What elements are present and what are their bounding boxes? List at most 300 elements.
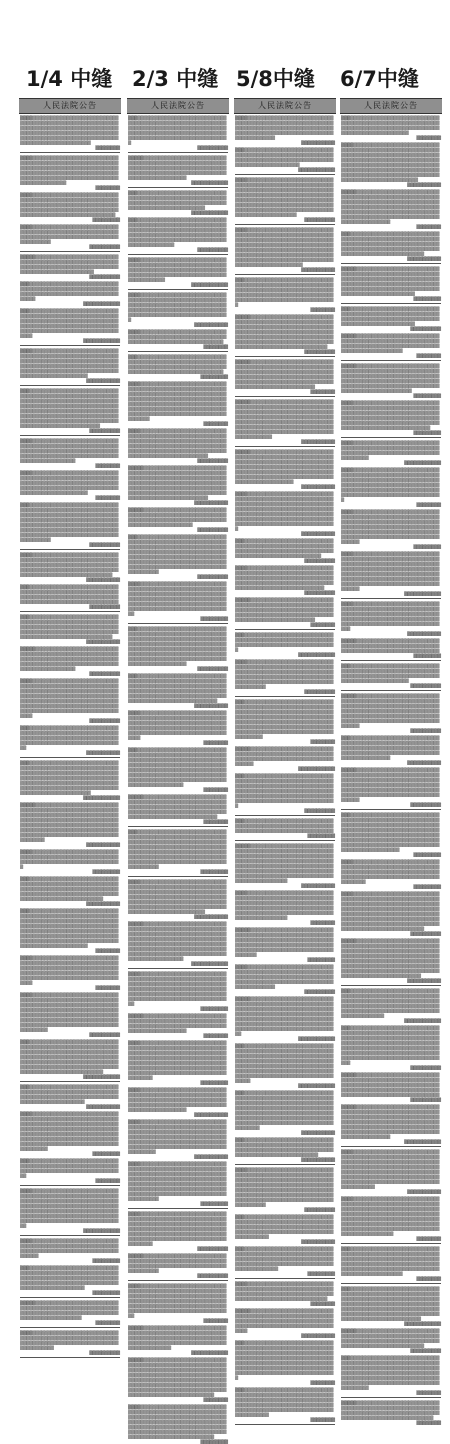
notice-party: ▒▒▒▒ [20, 1188, 33, 1193]
notice-body: ▒▒▒▒▒▒▒▒▒▒▒▒▒▒▒▒▒▒▒▒▒▒▒▒▒▒▒▒▒▒▒▒▒▒▒▒▒▒▒▒▒▒▒▒▒▒▒▒▒▒▒▒▒▒▒▒▒▒▒▒▒▒▒▒▒▒▒▒▒▒▒▒▒▒▒▒▒▒▒▒▒▒▒▒▒▒▒▒▒▒▒▒▒▒▒▒▒▒▒▒▒▒▒▒▒▒▒▒▒▒▒▒▒▒▒▒▒▒▒▒▒▒▒▒▒▒▒▒▒▒▒▒▒▒▒▒▒▒▒▒▒▒▒▒▒▒▒▒▒▒▒▒▒▒▒▒▒▒▒▒▒▒▒▒▒▒▒▒▒▒▒▒▒▒▒▒▒▒▒▒▒▒▒▒▒▒▒▒▒▒▒▒▒▒▒▒▒▒▒▒▒▒▒▒▒▒▒▒▒▒▒▒▒▒▒▒▒▒▒▒▒▒▒▒▒▒▒▒▒▒▒▒▒▒▒▒▒▒▒▒▒▒▒▒▒ [341, 938, 440, 978]
notice-divider [235, 1278, 335, 1279]
notice-court-signature: ▒▒▒▒▒▒▒▒▒ [413, 884, 441, 889]
notice-body: ▒▒▒▒▒▒▒▒▒▒▒▒▒▒▒▒▒▒▒▒▒▒▒▒▒▒▒▒▒▒▒▒▒▒▒▒▒▒▒▒▒▒▒▒▒▒▒▒▒▒▒▒▒▒▒▒▒▒▒▒▒▒▒▒▒▒▒▒▒▒▒▒▒▒▒▒▒▒▒▒▒▒▒▒▒▒▒▒▒▒▒▒▒▒▒▒▒▒▒▒▒▒▒▒▒▒▒▒▒▒▒▒▒▒▒▒▒▒▒▒▒▒▒▒▒▒▒▒▒▒▒▒▒▒▒▒▒▒▒▒▒▒▒▒▒▒▒▒▒▒▒▒▒▒▒▒▒▒▒▒▒▒▒▒▒▒▒▒▒▒▒▒▒▒▒▒▒▒▒▒▒▒▒▒▒▒▒▒▒▒▒▒▒▒▒▒▒▒▒▒▒▒▒▒▒▒▒▒▒▒▒▒▒▒▒▒▒▒▒▒▒▒ [235, 1340, 334, 1380]
notice-body: ▒▒▒▒▒▒▒▒▒▒▒▒▒▒▒▒▒▒▒▒▒▒▒▒▒▒▒▒▒▒▒▒▒▒▒▒▒▒▒▒▒▒▒▒▒▒▒▒▒▒▒▒▒▒▒▒▒▒▒▒▒▒▒▒▒▒▒▒▒▒▒▒▒▒▒▒▒▒▒▒▒▒▒▒▒▒▒▒▒▒▒▒▒▒▒▒▒▒▒▒▒▒▒▒▒▒▒▒▒▒▒▒▒▒▒▒▒▒▒▒▒▒▒▒▒▒▒▒▒▒▒▒▒▒▒▒▒▒▒▒▒▒▒▒▒▒▒▒▒▒▒▒▒▒▒▒▒▒▒▒▒▒▒▒▒▒▒▒▒▒▒▒▒▒▒▒▒▒▒▒▒▒▒▒▒▒▒▒▒▒▒▒▒▒▒▒▒ [128, 1119, 227, 1154]
notice-body: ▒▒▒▒▒▒▒▒▒▒▒▒▒▒▒▒▒▒▒▒▒▒▒▒▒▒▒▒▒▒▒▒▒▒▒▒▒▒▒▒▒▒▒▒▒▒▒▒▒▒▒▒▒▒▒▒▒▒▒▒▒▒▒▒▒▒▒▒▒▒▒▒▒▒▒▒▒▒▒▒▒▒▒▒▒▒▒▒▒▒▒▒▒▒▒▒▒▒▒▒▒▒▒▒▒▒▒▒▒▒▒▒▒▒▒ [341, 115, 440, 135]
notice-block [20, 725, 120, 755]
notice-body: ▒▒▒▒▒▒▒▒▒▒▒▒▒▒▒▒▒▒▒▒▒▒▒▒▒▒▒▒▒▒▒▒▒▒▒▒▒▒▒▒▒▒▒▒▒▒▒▒▒▒▒▒▒▒▒▒▒▒▒▒▒▒▒▒▒▒▒▒▒▒▒▒▒▒▒▒▒▒▒▒▒▒▒▒▒▒▒▒▒▒▒▒▒▒▒▒▒▒▒▒▒▒▒▒▒▒▒▒▒▒▒▒▒▒▒▒▒▒▒▒▒▒▒▒▒▒▒▒▒▒▒▒▒▒▒▒▒▒▒▒▒▒▒▒▒▒▒▒▒▒▒▒▒▒▒▒▒▒▒▒▒▒▒▒▒▒▒▒▒▒▒▒▒▒▒▒▒▒▒▒▒▒▒▒▒▒▒▒▒▒▒▒▒▒▒▒▒▒▒▒▒▒▒▒▒▒▒▒▒▒▒▒▒▒▒▒▒▒▒▒▒▒▒▒▒▒▒▒▒▒▒ [20, 502, 119, 542]
notice-block [235, 177, 335, 222]
notice-court-signature: ▒▒▒▒▒▒▒▒▒▒ [89, 274, 120, 279]
notice-body: ▒▒▒▒▒▒▒▒▒▒▒▒▒▒▒▒▒▒▒▒▒▒▒▒▒▒▒▒▒▒▒▒▒▒▒▒▒▒▒▒▒▒▒▒▒▒▒▒▒▒▒▒▒▒▒▒▒▒▒▒▒▒▒▒▒▒▒▒▒▒▒▒▒▒▒▒▒▒▒▒▒▒▒▒▒▒▒▒▒▒▒▒▒▒▒▒▒▒▒▒▒▒▒▒▒▒▒▒▒▒▒▒▒▒▒▒▒▒▒▒▒▒▒▒▒▒▒▒▒▒▒▒▒▒▒▒▒▒▒▒▒▒▒▒▒▒▒▒▒▒▒▒▒▒▒▒▒▒▒▒▒▒▒▒▒▒▒▒▒▒▒▒▒▒▒▒▒▒▒▒▒▒▒▒▒▒▒▒▒▒▒▒▒▒▒▒▒▒▒▒▒▒▒▒▒▒▒▒▒▒▒▒▒▒▒▒▒▒▒▒▒▒▒▒▒▒▒▒▒▒▒▒▒▒▒▒▒▒▒▒ [128, 626, 227, 666]
notice-block [341, 1196, 441, 1241]
notice-court-signature: ▒▒▒▒▒▒▒▒▒ [200, 1080, 228, 1085]
notice-party: ▒▒▒ [20, 584, 30, 589]
notice-party: ▒▒▒▒▒ [235, 359, 251, 364]
notice-block [128, 710, 228, 745]
notice-body: ▒▒▒▒▒▒▒▒▒▒▒▒▒▒▒▒▒▒▒▒▒▒▒▒▒▒▒▒▒▒▒▒▒▒▒▒▒▒▒▒▒▒▒▒▒▒▒▒▒▒▒▒▒▒▒▒▒▒▒▒▒▒▒▒▒▒▒▒▒▒▒▒▒▒▒▒▒▒▒▒▒▒▒▒▒▒▒▒▒▒▒▒▒▒▒▒▒▒▒▒▒▒▒▒▒▒▒▒▒▒▒▒▒▒▒▒▒▒▒▒▒▒▒▒▒▒▒▒▒▒▒▒▒▒▒▒▒▒▒▒▒ [20, 646, 119, 671]
notice-block [341, 663, 441, 688]
notice-body: ▒▒▒▒▒▒▒▒▒▒▒▒▒▒▒▒▒▒▒▒▒▒▒▒▒▒▒▒▒▒▒▒▒▒▒▒▒▒▒▒▒▒▒▒▒▒▒▒▒▒▒▒▒▒▒▒▒▒▒▒▒▒▒▒▒▒▒▒▒▒▒▒▒▒▒▒▒▒▒▒▒▒▒▒▒▒▒▒▒▒▒▒▒▒▒▒▒▒▒▒▒▒▒▒▒▒▒▒▒▒▒▒▒▒▒▒▒▒▒▒▒▒▒▒▒▒▒▒▒▒▒▒▒▒▒▒▒▒▒▒▒▒▒▒▒▒ [20, 1265, 119, 1290]
notice-block [128, 292, 228, 327]
notice-body: ▒▒▒▒▒▒▒▒▒▒▒▒▒▒▒▒▒▒▒▒▒▒▒▒▒▒▒▒▒▒▒▒▒▒▒▒▒▒▒▒▒▒▒▒▒▒▒▒▒▒▒▒▒▒▒▒▒▒▒▒▒▒▒▒▒▒▒▒▒▒▒▒▒▒▒▒▒▒▒▒▒▒▒▒▒▒▒▒▒▒▒▒▒▒▒▒▒▒▒▒▒▒▒▒▒▒▒▒▒▒▒▒▒▒▒▒▒▒▒▒▒▒▒▒▒▒▒▒▒▒▒▒▒▒▒▒▒▒▒▒▒▒▒▒▒▒▒▒▒▒▒▒▒▒▒▒▒▒▒▒▒▒▒▒▒▒▒▒▒▒▒▒▒▒▒▒▒▒▒▒▒▒▒▒▒▒▒▒▒▒▒▒▒▒▒▒▒▒▒▒▒▒▒▒▒▒▒▒▒▒▒▒▒ [128, 465, 227, 500]
notice-block [235, 1090, 335, 1135]
notice-court-signature: ▒▒▒▒▒▒▒▒▒ [413, 852, 441, 857]
notice-divider [20, 757, 120, 758]
notice-body: ▒▒▒▒▒▒▒▒▒▒▒▒▒▒▒▒▒▒▒▒▒▒▒▒▒▒▒▒▒▒▒▒▒▒▒▒▒▒▒▒▒▒▒▒▒▒▒▒▒▒▒▒▒▒▒▒▒▒▒▒▒▒▒▒▒▒▒▒▒▒▒▒▒▒▒▒▒▒▒▒▒▒▒▒▒▒▒▒▒▒▒▒▒▒▒▒▒▒▒▒▒▒▒▒▒▒▒▒▒▒▒▒▒▒▒▒▒▒▒▒▒▒▒▒▒▒▒▒▒▒▒▒▒▒▒▒▒▒▒▒▒▒▒▒▒▒▒▒▒▒▒▒▒▒▒▒▒▒▒▒▒▒▒▒▒▒▒▒▒▒▒▒▒▒▒▒▒▒▒▒▒▒▒▒▒▒▒▒▒▒▒▒▒▒▒▒▒▒▒▒▒▒▒▒▒▒▒▒▒▒▒▒▒▒▒▒▒▒▒▒▒▒▒▒▒▒▒▒▒▒ [235, 699, 334, 739]
notice-body: ▒▒▒▒▒▒▒▒▒▒▒▒▒▒▒▒▒▒▒▒▒▒▒▒▒▒▒▒▒▒▒▒▒▒▒▒▒▒▒▒▒▒▒▒▒▒▒▒▒▒▒▒▒▒▒▒▒▒▒▒▒▒▒▒▒▒▒▒▒▒▒▒▒▒▒▒▒▒▒▒▒▒▒▒▒▒▒▒▒▒▒▒▒▒▒▒▒▒▒▒▒▒▒▒▒▒▒▒▒▒▒▒▒▒▒▒▒▒▒▒▒▒▒▒▒▒▒▒▒▒▒▒▒▒▒▒▒▒▒▒▒▒▒▒▒▒▒▒▒▒▒▒▒▒▒▒▒▒▒▒▒▒▒▒▒▒▒▒▒▒▒▒▒▒▒▒▒▒▒▒▒▒▒▒▒▒▒▒▒▒▒▒▒▒▒▒▒▒▒▒▒▒▒▒▒▒▒▒▒▒▒▒▒▒▒▒▒▒▒▒▒▒▒▒▒▒▒ [128, 381, 227, 421]
notice-block [128, 829, 228, 874]
notice-divider [128, 254, 228, 255]
notice-block [341, 509, 441, 549]
notice-divider [235, 696, 335, 697]
notice-block [235, 359, 335, 394]
notice-court-signature: ▒▒▒▒▒▒▒▒▒▒▒▒ [191, 961, 228, 966]
notice-block [341, 812, 441, 857]
notice-party: ▒▒▒ [20, 908, 30, 913]
notice-court-signature: ▒▒▒▒▒▒▒▒ [203, 344, 228, 349]
notice-party: ▒▒▒▒ [20, 1330, 33, 1335]
notice-party: ▒▒▒▒ [128, 1040, 141, 1045]
notice-block [20, 1188, 120, 1233]
notice-block [341, 891, 441, 936]
notice-body: ▒▒▒▒▒▒▒▒▒▒▒▒▒▒▒▒▒▒▒▒▒▒▒▒▒▒▒▒▒▒▒▒▒▒▒▒▒▒▒▒▒▒▒▒▒▒▒▒▒▒▒▒▒▒▒▒▒▒▒▒▒▒▒▒▒▒▒▒▒▒▒▒▒▒▒▒▒▒▒▒▒▒▒▒▒▒▒▒▒▒▒▒▒▒▒▒▒▒▒▒▒▒▒▒▒▒▒▒▒▒▒▒▒▒▒▒▒▒▒▒▒▒▒▒▒▒▒▒▒▒▒▒▒▒▒▒▒▒▒▒▒▒▒▒▒▒▒▒▒▒▒▒▒▒▒▒▒▒▒▒▒▒▒▒▒▒▒▒▒▒▒ [341, 988, 440, 1018]
notice-court-signature: ▒▒▒▒▒▒▒▒▒▒▒▒ [404, 591, 441, 596]
notice-court-signature: ▒▒▒▒▒▒▒▒▒ [413, 296, 441, 301]
notice-party: ▒▒▒ [341, 1025, 351, 1030]
notice-divider [128, 289, 228, 290]
notice-court-signature: ▒▒▒▒▒▒▒▒▒▒▒ [86, 750, 120, 755]
notice-block [20, 646, 120, 676]
notice-block [20, 192, 120, 222]
notice-court-signature: ▒▒▒▒▒▒▒▒ [203, 787, 228, 792]
notice-body: ▒▒▒▒▒▒▒▒▒▒▒▒▒▒▒▒▒▒▒▒▒▒▒▒▒▒▒▒▒▒▒▒▒▒▒▒▒▒▒▒▒▒▒▒▒▒▒▒▒▒▒▒▒▒▒▒▒▒▒▒▒▒▒▒▒▒▒▒▒▒▒▒▒▒▒▒▒▒▒▒▒▒▒▒▒▒▒▒▒▒▒▒▒▒▒▒▒▒▒▒▒▒▒▒▒▒▒▒▒▒▒▒▒▒▒▒▒▒▒▒▒▒▒▒▒▒▒▒▒▒▒▒▒▒▒▒▒▒▒▒▒▒▒▒▒▒▒▒▒▒▒▒▒▒▒▒▒▒▒▒▒▒▒▒▒▒▒▒▒▒▒▒▒▒▒▒▒▒▒▒▒▒▒▒▒▒▒▒▒▒▒▒▒▒▒▒▒▒▒▒▒▒▒▒▒▒▒▒▒▒▒▒▒▒▒▒▒▒▒▒▒▒▒▒▒▒▒ [20, 802, 119, 842]
notice-party: ▒▒▒ [235, 1214, 245, 1219]
notice-block [235, 115, 335, 145]
notice-body: ▒▒▒▒▒▒▒▒▒▒▒▒▒▒▒▒▒▒▒▒▒▒▒▒▒▒▒▒▒▒▒▒▒▒▒▒▒▒▒▒▒▒▒▒▒▒▒▒▒▒▒▒▒▒▒▒▒▒▒▒▒▒▒▒▒▒▒▒▒▒▒▒▒▒▒▒▒▒▒▒▒▒▒▒▒▒▒▒▒▒▒▒▒▒▒▒▒▒▒▒▒▒▒▒▒▒▒▒▒▒▒▒▒▒▒▒▒▒▒▒▒▒▒▒▒▒▒▒▒▒▒▒▒▒▒▒▒▒▒▒▒▒▒▒▒▒▒▒▒▒▒▒▒▒▒▒▒▒▒▒▒▒▒▒▒▒▒▒▒▒▒▒▒▒▒▒▒▒▒▒▒ [235, 359, 334, 389]
notice-party: ▒▒▒ [235, 1387, 245, 1392]
notice-block [235, 699, 335, 744]
notice-body: ▒▒▒▒▒▒▒▒▒▒▒▒▒▒▒▒▒▒▒▒▒▒▒▒▒▒▒▒▒▒▒▒▒▒▒▒▒▒▒▒▒▒▒▒▒▒▒▒▒▒▒▒▒▒▒▒▒▒▒▒▒▒▒▒▒▒▒▒▒▒▒▒▒▒▒▒▒▒▒▒▒▒▒▒▒▒▒▒▒▒▒▒▒▒▒▒▒▒▒▒▒▒▒▒▒▒▒▒▒▒▒▒▒▒▒▒▒▒▒▒▒▒▒▒▒▒▒ [235, 1308, 334, 1333]
notice-block [20, 438, 120, 468]
notice-body: ▒▒▒▒▒▒▒▒▒▒▒▒▒▒▒▒▒▒▒▒▒▒▒▒▒▒▒▒▒▒▒▒▒▒▒▒▒▒▒▒▒▒▒▒▒▒▒▒▒▒▒▒▒▒▒▒▒▒▒▒▒▒▒▒▒▒▒▒▒▒▒▒▒▒▒▒▒▒▒▒▒▒▒▒▒▒▒▒▒▒▒▒▒▒▒▒▒▒▒▒▒▒▒▒▒▒▒▒▒▒▒▒▒▒▒▒▒▒ [128, 190, 227, 210]
notice-party: ▒▒▒ [341, 115, 351, 120]
notice-body: ▒▒▒▒▒▒▒▒▒▒▒▒▒▒▒▒▒▒▒▒▒▒▒▒▒▒▒▒▒▒▒▒▒▒▒▒▒▒▒▒▒▒▒▒▒▒▒▒▒▒▒▒▒▒▒▒▒▒▒▒▒▒▒▒▒▒▒▒▒▒▒▒▒▒▒▒▒▒▒▒▒▒▒▒▒▒▒▒▒▒▒▒▒▒▒▒▒▒▒▒▒▒▒▒▒▒▒▒▒▒▒▒▒▒▒▒▒▒▒▒▒▒▒▒▒▒▒▒▒▒▒▒▒▒▒▒▒▒▒▒▒▒▒▒▒▒▒▒▒▒▒▒▒▒▒▒▒▒▒▒▒▒▒▒▒▒▒▒▒▒▒▒▒▒▒▒▒▒▒▒▒▒▒▒▒▒▒▒▒▒▒▒▒▒▒▒▒▒▒▒▒▒▒▒▒▒▒▒▒▒▒▒▒▒▒▒▒ [235, 314, 334, 349]
notice-party: ▒▒▒▒ [341, 1196, 354, 1201]
notice-party: ▒▒▒▒▒ [128, 921, 144, 926]
notice-body: ▒▒▒▒▒▒▒▒▒▒▒▒▒▒▒▒▒▒▒▒▒▒▒▒▒▒▒▒▒▒▒▒▒▒▒▒▒▒▒▒▒▒▒▒▒▒▒▒▒▒▒▒▒▒▒▒▒▒▒▒▒▒▒▒▒▒▒▒▒▒▒▒▒▒▒▒▒▒▒▒▒▒▒▒▒▒▒▒▒▒▒▒▒▒▒▒▒▒▒▒▒▒▒▒▒▒▒▒▒▒▒▒▒▒▒▒▒▒▒▒▒▒▒▒▒▒▒▒▒▒▒▒▒▒▒▒▒▒▒▒▒▒▒▒▒▒▒▒▒▒▒▒▒▒▒▒▒▒▒▒▒▒▒▒▒▒▒▒▒▒▒▒▒▒▒▒▒▒▒▒▒▒▒▒▒▒▒▒▒▒▒▒▒▒▒▒▒▒▒▒▒▒▒▒▒▒▒▒▒▒▒▒▒▒▒▒▒▒▒▒▒▒▒▒▒▒▒▒▒▒▒▒▒▒▒▒▒ [341, 1196, 440, 1236]
notice-body: ▒▒▒▒▒▒▒▒▒▒▒▒▒▒▒▒▒▒▒▒▒▒▒▒▒▒▒▒▒▒▒▒▒▒▒▒▒▒▒▒▒▒▒▒▒▒▒▒▒▒▒▒▒▒▒▒▒▒▒▒▒▒▒▒▒▒▒▒▒▒▒▒▒▒▒▒▒▒▒▒▒▒▒▒▒▒▒▒▒▒▒▒▒▒▒▒▒▒▒▒▒▒▒▒▒▒▒▒▒▒▒▒▒▒▒▒▒▒▒▒▒▒▒▒▒▒▒▒▒▒▒▒▒▒▒▒▒▒▒▒▒▒▒▒▒▒▒▒▒▒▒▒▒▒▒▒▒▒▒▒▒▒▒▒▒▒▒▒▒▒▒▒▒▒▒▒▒▒▒▒▒▒▒▒▒▒▒▒▒▒▒▒▒▒▒▒▒▒▒▒▒▒▒▒▒▒▒▒▒▒▒▒▒▒▒▒▒▒▒▒▒▒▒▒▒▒▒▒▒▒▒▒▒▒▒▒▒▒▒▒▒▒▒▒▒▒▒ [20, 388, 119, 428]
notice-block [20, 1238, 120, 1263]
notice-block [128, 1357, 228, 1402]
notice-divider [20, 152, 120, 153]
notice-court-signature: ▒▒▒▒▒▒▒▒▒▒▒ [86, 1104, 120, 1109]
notice-divider [235, 815, 335, 816]
notice-party: ▒▒▒▒▒ [128, 507, 144, 512]
notice-body: ▒▒▒▒▒▒▒▒▒▒▒▒▒▒▒▒▒▒▒▒▒▒▒▒▒▒▒▒▒▒▒▒▒▒▒▒▒▒▒▒▒▒▒▒▒▒▒▒▒▒▒▒▒▒▒▒▒▒▒▒▒▒▒▒▒▒▒▒▒▒▒▒▒▒▒▒▒▒▒▒▒▒▒▒▒▒▒▒▒▒▒▒▒▒▒▒▒▒▒▒▒▒▒▒▒▒▒▒▒▒▒▒▒▒▒▒▒▒▒▒▒▒▒▒▒▒▒▒▒▒▒▒▒▒▒▒▒▒▒▒▒▒▒▒▒▒▒▒▒▒▒▒▒▒▒▒▒▒▒▒▒▒▒▒▒▒▒▒▒▒▒▒▒▒▒▒▒▒▒▒▒▒▒▒▒▒▒▒▒▒▒▒▒▒▒▒▒▒▒▒▒▒▒▒▒▒▒▒▒▒▒▒▒▒▒▒▒▒▒▒▒▒▒▒▒▒▒▒▒▒▒▒▒▒▒▒▒▒▒▒▒▒▒▒▒▒▒ [341, 891, 440, 931]
notice-body: ▒▒▒▒▒▒▒▒▒▒▒▒▒▒▒▒▒▒▒▒▒▒▒▒▒▒▒▒▒▒▒▒▒▒▒▒▒▒▒▒▒▒▒▒▒▒▒▒▒▒▒▒▒▒▒▒▒▒▒▒▒▒▒▒▒▒▒▒▒▒▒▒▒▒▒▒▒▒▒▒▒▒▒▒▒▒▒▒▒▒▒ [128, 329, 227, 344]
notice-block [20, 802, 120, 847]
notice-body: ▒▒▒▒▒▒▒▒▒▒▒▒▒▒▒▒▒▒▒▒▒▒▒▒▒▒▒▒▒▒▒▒▒▒▒▒▒▒▒▒▒▒▒▒▒▒▒▒▒▒▒▒▒▒▒▒▒▒▒▒▒▒▒▒▒▒▒▒▒▒▒▒▒▒▒▒▒▒▒▒▒▒▒▒▒▒▒▒▒▒▒▒▒▒▒▒▒▒ [20, 1238, 119, 1258]
notice-court-signature: ▒▒▒▒▒▒▒▒▒▒▒ [301, 1130, 335, 1135]
notice-block [20, 849, 120, 874]
notice-body: ▒▒▒▒▒▒▒▒▒▒▒▒▒▒▒▒▒▒▒▒▒▒▒▒▒▒▒▒▒▒▒▒▒▒▒▒▒▒▒▒▒▒▒▒▒▒▒▒▒▒▒▒▒▒▒▒▒▒▒▒▒▒▒▒▒▒▒▒▒▒▒▒▒▒▒▒▒▒▒▒▒▒▒▒▒▒▒▒▒▒▒▒▒▒▒▒▒▒▒▒▒▒▒▒▒▒▒▒▒▒▒▒▒▒▒▒▒▒▒▒▒▒▒▒▒▒▒▒▒▒▒▒▒▒▒▒▒▒▒▒▒▒▒▒▒▒▒▒▒▒▒▒▒▒▒▒▒▒▒▒▒▒▒▒▒▒▒▒▒▒▒▒▒▒▒▒▒▒▒▒▒▒▒▒▒▒▒▒▒▒▒▒▒▒▒▒▒▒▒▒▒▒▒▒▒▒▒▒▒▒▒▒▒ [128, 879, 227, 914]
header-1-4-gutter: 1/4 中缝 [26, 67, 113, 91]
notice-party: ▒▒▒ [341, 1355, 351, 1360]
notice-party: ▒▒▒ [235, 773, 245, 778]
notice-court-signature: ▒▒▒▒▒▒▒▒▒▒▒ [301, 1333, 335, 1338]
notice-party: ▒▒▒▒ [128, 710, 141, 715]
notice-block [235, 890, 335, 925]
notice-party: ▒▒▒▒ [20, 115, 33, 120]
notice-party: ▒▒▒ [128, 747, 138, 752]
notice-block [341, 859, 441, 889]
notice-court-signature: ▒▒▒▒▒▒▒▒▒▒▒▒ [83, 338, 120, 343]
notice-body: ▒▒▒▒▒▒▒▒▒▒▒▒▒▒▒▒▒▒▒▒▒▒▒▒▒▒▒▒▒▒▒▒▒▒▒▒▒▒▒▒▒▒▒▒▒▒▒▒▒▒▒▒▒▒▒▒▒▒▒▒▒▒▒▒▒▒▒▒▒▒▒▒▒▒▒▒▒▒▒▒▒▒▒▒▒▒▒▒▒▒▒▒▒▒▒▒▒▒▒▒▒▒▒▒▒▒▒▒▒▒▒▒▒▒▒▒▒▒▒▒▒▒▒▒▒▒▒▒▒▒▒▒▒▒▒▒▒▒▒▒▒▒▒▒▒▒▒▒▒▒▒▒▒▒▒▒▒▒▒▒▒▒▒▒▒▒▒▒▒▒▒▒▒▒▒▒▒▒▒▒▒▒▒▒▒▒▒▒▒▒▒▒▒▒▒▒▒▒▒▒▒▒▒▒▒▒▒▒▒▒▒▒▒▒▒▒▒▒▒▒▒▒▒▒▒▒▒▒▒▒▒▒▒▒▒▒ [235, 843, 334, 883]
notice-block [128, 217, 228, 252]
notice-body: ▒▒▒▒▒▒▒▒▒▒▒▒▒▒▒▒▒▒▒▒▒▒▒▒▒▒▒▒▒▒▒▒▒▒▒▒▒▒▒▒▒▒▒▒▒▒▒▒▒▒▒▒▒▒▒▒▒▒▒▒▒▒▒▒▒▒▒▒▒▒▒▒▒▒▒▒▒▒▒▒▒▒▒▒▒▒▒▒▒▒▒▒▒▒▒▒▒▒▒▒▒▒▒▒▒▒▒▒▒▒▒▒▒▒▒▒▒▒▒▒▒▒▒▒▒▒▒▒▒▒▒▒▒▒▒▒▒▒▒▒▒▒▒▒▒▒▒▒▒▒▒▒▒▒▒▒▒▒▒▒▒▒▒▒▒▒▒▒▒▒▒▒▒▒▒▒▒▒▒▒▒▒▒▒▒▒▒▒▒▒▒▒▒▒▒▒▒▒▒▒▒▒▒ [341, 189, 440, 224]
notice-party: ▒▒▒▒ [341, 142, 354, 147]
notice-party: ▒▒▒▒▒ [341, 266, 357, 271]
notice-body: ▒▒▒▒▒▒▒▒▒▒▒▒▒▒▒▒▒▒▒▒▒▒▒▒▒▒▒▒▒▒▒▒▒▒▒▒▒▒▒▒▒▒▒▒▒▒▒▒▒▒▒▒▒▒▒▒▒▒▒▒▒▒▒▒▒▒▒▒▒▒▒▒▒▒▒▒▒▒▒▒▒▒▒▒▒▒▒▒▒▒▒▒▒▒▒▒▒▒▒▒▒ [128, 1253, 227, 1273]
notice-body: ▒▒▒▒▒▒▒▒▒▒▒▒▒▒▒▒▒▒▒▒▒▒▒▒▒▒▒▒▒▒▒▒▒▒▒▒▒▒▒▒▒▒▒▒▒▒▒▒▒▒▒▒▒▒▒▒▒▒▒▒▒▒▒▒▒▒▒▒▒▒▒▒▒▒▒▒▒▒▒▒▒▒▒▒▒▒▒▒▒▒▒▒▒▒▒▒▒▒▒▒▒▒▒▒▒▒▒▒▒▒▒▒▒▒▒▒▒▒▒▒▒▒▒▒▒▒▒▒▒▒▒▒▒▒▒▒▒▒▒▒▒▒▒▒▒▒▒▒▒▒▒▒▒▒▒▒▒▒▒▒▒▒▒▒▒▒▒▒▒▒▒▒▒▒▒▒▒▒▒▒▒▒▒▒▒▒▒▒▒▒▒▒▒▒▒▒▒▒▒▒▒▒▒▒▒▒▒▒▒▒▒▒ [20, 760, 119, 795]
notice-body: ▒▒▒▒▒▒▒▒▒▒▒▒▒▒▒▒▒▒▒▒▒▒▒▒▒▒▒▒▒▒▒▒▒▒▒▒▒▒▒▒▒▒▒▒▒▒▒▒▒▒▒▒▒▒▒▒▒▒▒▒▒▒▒▒▒▒▒▒▒▒▒▒▒▒▒▒▒▒▒▒▒▒▒▒▒▒▒▒▒▒▒▒▒▒ [235, 632, 334, 652]
notice-block [20, 1330, 120, 1355]
notice-block [20, 678, 120, 723]
notice-court-signature: ▒▒▒▒▒▒▒▒▒ [413, 544, 441, 549]
notice-party: ▒▒▒▒▒ [20, 1300, 36, 1305]
notice-body: ▒▒▒▒▒▒▒▒▒▒▒▒▒▒▒▒▒▒▒▒▒▒▒▒▒▒▒▒▒▒▒▒▒▒▒▒▒▒▒▒▒▒▒▒▒▒▒▒▒▒▒▒▒▒▒▒▒▒▒▒▒▒▒▒▒▒▒▒▒▒▒▒▒▒▒▒▒▒▒▒▒▒▒▒▒▒▒▒▒▒▒▒▒▒▒▒▒▒▒▒▒▒▒▒▒▒▒▒▒▒▒▒▒▒▒▒▒▒▒▒▒▒▒▒▒▒▒▒▒▒▒▒▒▒▒▒▒▒▒▒▒▒▒▒▒▒▒▒▒▒▒▒▒▒▒▒▒▒▒▒▒▒▒▒▒▒▒▒▒▒▒▒▒▒▒▒▒▒▒▒▒▒▒▒▒▒▒▒▒▒▒▒▒▒▒▒▒▒▒▒▒▒▒▒▒▒▒▒▒▒▒▒▒▒▒▒▒▒▒▒▒▒▒▒▒▒ [235, 1043, 334, 1083]
notice-court-signature: ▒▒▒▒▒▒▒▒▒ [413, 393, 441, 398]
notice-divider [20, 1235, 120, 1236]
notice-block [235, 491, 335, 536]
notice-court-signature: ▒▒▒▒▒▒▒▒▒▒▒ [407, 631, 441, 636]
notice-body: ▒▒▒▒▒▒▒▒▒▒▒▒▒▒▒▒▒▒▒▒▒▒▒▒▒▒▒▒▒▒▒▒▒▒▒▒▒▒▒▒▒▒▒▒▒▒▒▒▒▒▒▒▒▒▒▒▒▒▒▒▒▒▒▒▒▒▒▒▒▒▒▒▒▒▒▒▒▒▒▒▒▒▒▒▒▒▒▒▒▒▒▒▒▒▒▒▒▒▒▒▒▒▒▒▒▒▒▒▒▒▒▒▒▒▒▒▒▒▒▒▒▒▒▒▒▒▒▒▒▒▒▒▒▒▒▒▒▒▒▒▒▒▒▒▒▒▒▒▒▒▒▒▒▒▒▒▒▒▒▒▒▒▒▒▒▒▒▒▒▒▒▒▒▒▒▒▒▒▒▒▒▒▒▒▒▒▒▒▒▒▒▒▒▒▒▒▒▒▒▒▒▒▒▒▒▒▒▒▒▒▒▒▒▒▒▒ [128, 1404, 227, 1439]
notice-party: ▒▒▒▒ [128, 879, 141, 884]
notice-party: ▒▒▒ [235, 538, 245, 543]
notice-court-signature: ▒▒▒▒▒▒▒▒▒ [307, 1271, 335, 1276]
notice-court-signature: ▒▒▒▒▒▒▒▒▒ [92, 217, 120, 222]
notice-party: ▒▒▒▒ [128, 1211, 141, 1216]
notice-block [235, 147, 335, 172]
notice-body: ▒▒▒▒▒▒▒▒▒▒▒▒▒▒▒▒▒▒▒▒▒▒▒▒▒▒▒▒▒▒▒▒▒▒▒▒▒▒▒▒▒▒▒▒▒▒▒▒▒▒▒▒▒▒▒▒▒▒▒▒▒▒▒▒▒▒▒▒▒▒▒▒▒▒▒▒▒▒▒▒▒▒▒▒▒▒▒▒▒▒▒▒▒▒▒▒▒▒▒▒▒▒▒▒▒▒▒▒▒▒▒▒▒▒▒▒▒▒▒▒▒▒▒▒▒▒▒▒▒▒▒▒▒▒▒▒▒▒▒▒▒▒▒▒▒▒ [20, 470, 119, 495]
notice-block [20, 552, 120, 582]
notice-body: ▒▒▒▒▒▒▒▒▒▒▒▒▒▒▒▒▒▒▒▒▒▒▒▒▒▒▒▒▒▒▒▒▒▒▒▒▒▒▒▒▒▒▒▒▒▒▒▒▒▒▒▒▒▒▒▒▒▒▒▒▒▒▒▒▒▒▒▒▒▒▒▒▒▒▒▒▒▒▒▒▒▒▒▒▒▒▒▒▒▒▒▒▒▒▒▒▒▒▒▒▒▒▒▒▒▒▒▒▒▒▒▒▒▒▒▒▒▒▒▒▒▒▒▒▒▒▒▒▒▒▒▒▒▒▒▒ [235, 1214, 334, 1239]
notice-party: ▒▒▒▒ [20, 849, 33, 854]
notice-party: ▒▒▒ [341, 231, 351, 236]
notice-party: ▒▒▒▒▒ [235, 843, 251, 848]
notice-body: ▒▒▒▒▒▒▒▒▒▒▒▒▒▒▒▒▒▒▒▒▒▒▒▒▒▒▒▒▒▒▒▒▒▒▒▒▒▒▒▒▒▒▒▒▒▒▒▒▒▒▒▒▒▒▒▒▒▒▒▒▒▒▒▒▒▒▒▒▒▒▒▒▒▒▒▒▒▒▒▒▒▒▒▒▒▒▒▒▒▒▒▒▒▒▒▒▒▒▒▒▒▒▒▒▒▒▒▒▒▒▒▒▒▒▒▒▒▒▒▒▒▒▒▒▒▒▒▒▒▒▒▒▒▒▒▒▒▒▒▒▒▒▒▒▒▒▒▒▒▒▒▒▒▒▒▒▒▒▒▒▒▒▒▒▒▒▒▒▒▒▒▒▒▒▒▒▒▒ [20, 348, 119, 378]
notice-block [235, 1167, 335, 1212]
column-banner: 人民法院公告 [340, 98, 442, 114]
notice-court-signature: ▒▒▒▒▒▒▒▒▒▒ [410, 931, 441, 936]
notice-party: ▒▒▒ [20, 1039, 30, 1044]
notice-party: ▒▒▒▒▒ [235, 597, 251, 602]
notice-block [128, 257, 228, 287]
notice-body: ▒▒▒▒▒▒▒▒▒▒▒▒▒▒▒▒▒▒▒▒▒▒▒▒▒▒▒▒▒▒▒▒▒▒▒▒▒▒▒▒▒▒▒▒▒▒▒▒▒▒▒▒▒▒▒▒▒▒▒▒▒▒▒▒▒▒▒▒▒▒▒▒▒▒▒▒▒▒▒▒▒▒▒▒▒▒▒▒▒▒▒▒▒▒▒▒▒▒▒▒▒ [341, 440, 440, 460]
notice-body: ▒▒▒▒▒▒▒▒▒▒▒▒▒▒▒▒▒▒▒▒▒▒▒▒▒▒▒▒▒▒▒▒▒▒▒▒▒▒▒▒▒▒▒▒▒▒▒▒▒▒▒▒▒▒▒▒▒▒▒▒▒▒▒▒▒▒▒▒▒▒▒▒▒▒▒▒▒▒▒▒▒▒▒▒▒▒▒▒▒▒▒▒▒▒▒▒▒▒▒▒▒▒▒▒▒▒▒▒▒▒▒▒▒▒▒▒▒▒▒▒▒▒▒▒▒▒▒▒▒▒▒▒▒▒▒▒▒▒▒▒▒▒▒▒▒▒▒▒▒▒▒▒ [341, 231, 440, 256]
notice-party: ▒▒▒ [235, 699, 245, 704]
notice-party: ▒▒▒ [341, 1286, 351, 1291]
notice-text-body [234, 114, 336, 1432]
notice-block [235, 964, 335, 994]
notice-body: ▒▒▒▒▒▒▒▒▒▒▒▒▒▒▒▒▒▒▒▒▒▒▒▒▒▒▒▒▒▒▒▒▒▒▒▒▒▒▒▒▒▒▒▒▒▒▒▒▒▒▒▒▒▒▒▒▒▒▒▒▒▒▒▒▒▒▒▒▒▒▒▒▒▒▒▒▒▒▒▒▒▒▒▒▒▒▒▒▒▒▒▒▒▒▒▒▒▒▒▒▒▒▒▒▒▒▒▒▒▒▒▒▒▒▒▒▒▒▒▒▒▒▒▒▒▒▒▒▒▒▒▒▒▒▒▒▒▒▒▒▒▒▒▒▒▒▒▒▒▒▒▒▒▒▒▒▒▒▒▒▒ [20, 308, 119, 338]
notice-body: ▒▒▒▒▒▒▒▒▒▒▒▒▒▒▒▒▒▒▒▒▒▒▒▒▒▒▒▒▒▒▒▒▒▒▒▒▒▒▒▒▒▒▒▒▒▒▒▒▒▒▒▒▒▒▒▒▒▒▒▒▒▒▒▒▒▒▒▒▒▒▒▒▒▒▒▒▒▒▒▒▒▒▒▒▒▒▒▒▒▒▒▒▒ [235, 818, 334, 833]
notice-block [235, 1340, 335, 1385]
notice-party: ▒▒▒ [128, 673, 138, 678]
notice-party: ▒▒▒▒▒ [128, 1013, 144, 1018]
notice-court-signature: ▒▒▒▒▒▒▒▒ [416, 135, 441, 140]
notice-body: ▒▒▒▒▒▒▒▒▒▒▒▒▒▒▒▒▒▒▒▒▒▒▒▒▒▒▒▒▒▒▒▒▒▒▒▒▒▒▒▒▒▒▒▒▒▒▒▒▒▒▒▒▒▒▒▒▒▒▒▒▒▒▒▒▒▒▒▒▒▒▒▒▒▒▒▒▒▒▒▒▒▒▒▒▒▒▒▒▒▒▒▒▒▒▒▒▒▒▒▒▒▒▒▒▒▒▒▒▒▒▒▒▒▒▒▒▒▒▒▒▒▒▒▒▒▒▒▒▒▒▒▒▒▒▒▒▒▒▒▒▒▒▒▒▒▒▒▒▒▒▒▒▒▒▒▒▒▒▒▒▒▒▒▒▒▒▒▒▒▒▒▒▒▒▒▒▒▒▒▒▒▒▒▒▒▒▒▒▒▒ [128, 971, 227, 1006]
notice-court-signature: ▒▒▒▒▒▒▒▒▒▒▒ [301, 439, 335, 444]
notice-block [20, 502, 120, 547]
notice-block [341, 988, 441, 1023]
notice-party: ▒▒▒ [128, 115, 138, 120]
notice-block [128, 1161, 228, 1206]
notice-block [20, 760, 120, 800]
notice-party: ▒▒▒▒ [128, 1283, 141, 1288]
notice-court-signature: ▒▒▒▒▒▒▒▒▒▒ [410, 683, 441, 688]
notice-court-signature: ▒▒▒▒▒▒▒▒▒▒▒ [301, 267, 335, 272]
notice-party: ▒▒▒▒ [341, 551, 354, 556]
notice-court-signature: ▒▒▒▒▒▒▒▒▒▒ [304, 349, 335, 354]
notice-court-signature: ▒▒▒▒▒▒▒▒ [203, 1033, 228, 1038]
notice-court-signature: ▒▒▒▒▒▒▒▒▒ [307, 957, 335, 962]
notice-divider [341, 1146, 441, 1147]
notice-party: ▒▒▒▒ [128, 971, 141, 976]
notice-block [128, 1087, 228, 1117]
notice-block [341, 1286, 441, 1326]
notice-block [128, 190, 228, 215]
notice-body: ▒▒▒▒▒▒▒▒▒▒▒▒▒▒▒▒▒▒▒▒▒▒▒▒▒▒▒▒▒▒▒▒▒▒▒▒▒▒▒▒▒▒▒▒▒▒▒▒▒▒▒▒▒▒▒▒▒▒▒▒▒▒▒▒▒▒▒▒▒▒▒▒▒▒▒▒▒▒▒▒▒▒▒▒▒▒▒▒▒▒▒▒▒▒▒▒▒▒▒▒▒▒▒▒▒▒▒▒▒▒▒▒▒▒▒▒▒▒▒▒▒▒▒▒▒▒▒▒▒▒▒▒▒▒▒▒▒▒▒▒▒▒▒▒▒▒▒▒▒▒▒▒▒▒▒▒▒▒▒▒▒▒▒▒▒▒▒▒▒▒▒▒▒▒▒▒▒ [341, 1246, 440, 1276]
notice-body: ▒▒▒▒▒▒▒▒▒▒▒▒▒▒▒▒▒▒▒▒▒▒▒▒▒▒▒▒▒▒▒▒▒▒▒▒▒▒▒▒▒▒▒▒▒▒▒▒▒▒▒▒▒▒▒▒▒▒▒▒▒▒▒▒▒▒▒▒▒▒▒▒▒▒▒▒▒▒▒▒▒▒▒▒▒▒▒▒▒▒▒▒▒▒▒▒▒▒▒▒▒▒▒▒▒▒▒▒▒▒▒▒▒▒▒▒▒▒▒▒▒▒▒▒▒▒▒▒▒▒▒▒▒▒▒▒▒▒▒▒▒▒▒▒▒▒▒▒▒▒▒▒▒▒▒▒▒▒▒▒▒▒▒▒▒▒▒▒▒▒▒▒▒▒▒▒▒▒▒▒▒▒▒▒▒▒▒▒▒▒ [128, 1283, 227, 1318]
notice-block [341, 142, 441, 187]
notice-divider [128, 876, 228, 877]
notice-court-signature: ▒▒▒▒▒▒▒▒ [416, 1390, 441, 1395]
notice-body: ▒▒▒▒▒▒▒▒▒▒▒▒▒▒▒▒▒▒▒▒▒▒▒▒▒▒▒▒▒▒▒▒▒▒▒▒▒▒▒▒▒▒▒▒▒▒▒▒▒▒▒▒▒▒▒▒▒▒▒▒▒▒▒▒▒▒▒▒▒▒▒▒▒▒▒▒▒▒▒▒▒▒▒▒▒▒▒▒▒▒▒▒▒▒▒▒▒▒▒▒▒▒▒▒▒▒▒▒▒▒▒ [20, 1300, 119, 1320]
notice-court-signature: ▒▒▒▒▒▒▒▒ [416, 353, 441, 358]
notice-party: ▒▒▒▒ [20, 955, 33, 960]
notice-court-signature: ▒▒▒▒▒▒▒▒▒▒ [197, 527, 228, 532]
notice-body: ▒▒▒▒▒▒▒▒▒▒▒▒▒▒▒▒▒▒▒▒▒▒▒▒▒▒▒▒▒▒▒▒▒▒▒▒▒▒▒▒▒▒▒▒▒▒▒▒▒▒▒▒▒▒▒▒▒▒▒▒▒▒▒▒▒▒▒▒▒▒▒▒▒▒▒▒▒▒▒▒▒▒▒▒▒▒▒▒▒▒▒▒▒▒▒▒▒▒▒▒▒▒▒▒▒▒▒▒▒▒▒▒▒▒▒▒▒▒▒▒▒▒▒▒▒ [20, 584, 119, 604]
notice-divider [341, 437, 441, 438]
notice-body: ▒▒▒▒▒▒▒▒▒▒▒▒▒▒▒▒▒▒▒▒▒▒▒▒▒▒▒▒▒▒▒▒▒▒▒▒▒▒▒▒▒▒▒▒▒▒▒▒▒▒▒▒▒▒▒▒▒▒▒▒▒▒▒▒▒▒▒▒▒▒▒▒▒▒▒▒▒▒▒▒▒▒▒▒▒▒▒▒▒▒▒▒▒▒▒▒▒▒▒▒▒▒▒▒▒▒▒▒▒▒▒▒▒▒▒▒▒▒▒▒▒▒▒▒▒▒▒▒▒▒▒▒▒▒▒▒▒▒▒▒▒▒▒▒▒▒▒▒▒▒▒▒▒▒▒▒▒▒▒▒ [20, 955, 119, 985]
notice-column-5-8 [234, 98, 336, 1432]
notice-party: ▒▒▒▒▒ [128, 1325, 144, 1330]
header-5-8-gutter: 5/8中缝 [236, 67, 315, 91]
notice-party: ▒▒▒▒▒ [128, 155, 144, 160]
notice-body: ▒▒▒▒▒▒▒▒▒▒▒▒▒▒▒▒▒▒▒▒▒▒▒▒▒▒▒▒▒▒▒▒▒▒▒▒▒▒▒▒▒▒▒▒▒▒▒▒▒▒▒▒▒▒▒▒▒▒▒▒▒▒▒▒▒▒▒▒▒▒▒▒▒▒▒▒▒▒▒▒▒▒▒▒▒▒▒▒▒▒▒▒▒▒▒▒▒▒▒▒▒▒▒▒▒▒▒▒▒▒▒▒▒▒▒▒▒▒▒▒▒▒▒▒▒▒▒▒▒▒▒▒▒▒▒▒▒▒▒▒▒▒▒▒▒▒▒▒▒▒▒▒▒▒▒▒▒▒▒▒▒▒▒▒▒▒▒▒▒▒▒▒▒▒▒▒▒▒▒▒▒▒▒▒▒▒▒▒▒▒▒▒▒▒▒▒▒▒▒▒▒▒▒▒▒▒▒▒▒▒▒▒▒▒▒▒▒▒▒▒▒▒▒▒▒▒▒▒▒▒▒▒▒▒▒▒▒▒▒▒▒▒▒ [20, 908, 119, 948]
notice-body: ▒▒▒▒▒▒▒▒▒▒▒▒▒▒▒▒▒▒▒▒▒▒▒▒▒▒▒▒▒▒▒▒▒▒▒▒▒▒▒▒▒▒▒▒▒▒▒▒▒▒▒▒▒▒▒▒▒▒▒▒▒▒▒▒▒▒▒▒▒▒▒▒▒▒▒▒▒▒▒▒▒▒▒▒▒▒▒▒▒▒▒▒▒▒▒▒▒▒▒▒▒▒▒▒▒▒▒▒▒▒▒▒▒▒▒▒▒▒▒▒▒▒▒▒▒▒▒▒▒▒▒▒▒▒▒▒▒ [235, 964, 334, 989]
notice-block [128, 354, 228, 379]
notice-body: ▒▒▒▒▒▒▒▒▒▒▒▒▒▒▒▒▒▒▒▒▒▒▒▒▒▒▒▒▒▒▒▒▒▒▒▒▒▒▒▒▒▒▒▒▒▒▒▒▒▒▒▒▒▒▒▒▒▒▒▒▒▒▒▒▒▒▒▒▒▒▒▒▒▒▒▒▒▒▒▒▒▒▒▒▒▒▒▒▒▒▒▒▒▒▒▒▒▒▒▒▒▒▒▒▒▒▒▒▒▒▒▒▒▒▒▒▒▒▒▒▒▒▒▒▒▒▒▒▒▒▒▒▒▒▒▒▒▒▒▒▒▒▒▒▒▒▒▒▒▒▒▒▒▒▒▒▒▒▒▒▒▒▒▒▒▒▒▒▒▒▒▒▒▒▒▒▒▒▒▒▒▒▒▒▒▒▒▒▒ [341, 467, 440, 502]
notice-block [235, 449, 335, 489]
notice-court-signature: ▒▒▒▒▒▒▒▒▒▒ [89, 244, 120, 249]
notice-party: ▒▒▒ [128, 217, 138, 222]
notice-court-signature: ▒▒▒▒▒▒▒▒ [95, 948, 120, 953]
notice-party: ▒▒▒▒▒ [128, 1357, 144, 1362]
notice-court-signature: ▒▒▒▒▒▒▒▒▒ [200, 1006, 228, 1011]
notice-party: ▒▒▒▒▒ [20, 802, 36, 807]
notice-court-signature: ▒▒▒▒▒▒▒▒ [416, 1236, 441, 1241]
notice-party: ▒▒▒▒ [128, 329, 141, 334]
notice-divider [128, 1280, 228, 1281]
notice-block [341, 1246, 441, 1281]
notice-body: ▒▒▒▒▒▒▒▒▒▒▒▒▒▒▒▒▒▒▒▒▒▒▒▒▒▒▒▒▒▒▒▒▒▒▒▒▒▒▒▒▒▒▒▒▒▒▒▒▒▒▒▒▒▒▒▒▒▒▒▒▒▒▒▒▒▒▒▒▒▒▒▒▒▒▒▒▒▒▒▒▒▒▒▒▒▒▒▒▒▒▒▒▒▒▒▒▒▒▒▒▒▒▒▒▒▒▒▒▒▒▒▒▒▒▒▒▒▒▒▒▒▒▒▒▒▒▒▒▒▒▒▒▒▒▒▒▒▒▒▒▒▒▒▒▒▒▒▒▒▒▒▒▒▒▒▒▒▒▒▒▒▒▒▒▒▒▒▒▒▒▒▒▒▒▒▒▒▒▒▒▒▒▒▒▒▒▒▒▒▒▒▒▒▒▒▒▒▒▒▒▒▒▒▒▒▒▒▒▒▒▒▒▒▒▒▒▒▒▒▒▒▒▒▒▒▒▒▒▒▒▒▒▒▒▒▒▒ [128, 921, 227, 961]
notice-block [235, 597, 335, 627]
notice-block [235, 314, 335, 354]
notice-body: ▒▒▒▒▒▒▒▒▒▒▒▒▒▒▒▒▒▒▒▒▒▒▒▒▒▒▒▒▒▒▒▒▒▒▒▒▒▒▒▒▒▒▒▒▒▒▒▒▒▒▒▒▒▒▒▒▒▒▒▒▒▒▒▒▒▒▒▒▒▒▒▒▒▒▒▒▒▒▒▒▒▒▒▒▒▒▒▒▒▒▒▒▒▒▒▒▒▒▒▒▒▒▒▒▒▒▒▒▒▒▒▒▒▒▒▒▒▒▒▒▒▒▒▒▒▒▒▒▒▒▒▒▒▒▒▒▒▒▒▒▒▒▒▒▒▒▒▒▒▒▒▒▒▒▒▒▒▒▒▒▒▒▒▒▒▒▒▒▒▒▒▒▒▒▒▒▒▒▒▒▒▒▒▒▒ [341, 400, 440, 430]
notice-block [20, 614, 120, 644]
notice-body: ▒▒▒▒▒▒▒▒▒▒▒▒▒▒▒▒▒▒▒▒▒▒▒▒▒▒▒▒▒▒▒▒▒▒▒▒▒▒▒▒▒▒▒▒▒▒▒▒▒▒▒▒▒▒▒▒▒▒▒▒▒▒▒▒▒▒▒▒▒▒▒▒▒▒▒▒▒▒▒▒▒▒▒▒▒▒▒▒▒▒▒▒▒▒▒▒▒▒▒▒▒▒▒▒▒▒▒▒▒▒▒▒▒▒▒▒▒▒▒▒▒▒▒▒ [128, 354, 227, 374]
notice-block [20, 584, 120, 609]
notice-party: ▒▒▒▒▒ [341, 767, 357, 772]
notice-body: ▒▒▒▒▒▒▒▒▒▒▒▒▒▒▒▒▒▒▒▒▒▒▒▒▒▒▒▒▒▒▒▒▒▒▒▒▒▒▒▒▒▒▒▒▒▒▒▒▒▒▒▒▒▒▒▒▒▒▒▒▒▒▒▒▒▒▒▒▒▒▒▒▒▒▒▒▒▒▒▒▒▒▒▒▒▒▒▒▒▒▒▒▒▒▒▒▒▒▒▒▒▒▒▒▒▒▒▒▒▒▒▒▒▒▒▒▒▒▒▒▒▒▒▒▒▒▒▒▒▒▒▒▒▒▒▒▒▒▒▒▒▒▒▒▒▒▒▒▒▒▒▒▒▒▒▒▒▒▒▒▒▒▒▒▒▒▒▒▒▒▒▒▒▒▒▒▒▒▒▒▒▒▒▒▒▒▒▒▒▒▒▒▒▒▒▒▒▒▒▒▒▒▒▒▒▒▒▒▒▒▒▒▒▒▒▒▒▒▒▒▒▒▒▒▒▒▒▒▒ [235, 1090, 334, 1130]
notice-block [341, 363, 441, 398]
notice-body: ▒▒▒▒▒▒▒▒▒▒▒▒▒▒▒▒▒▒▒▒▒▒▒▒▒▒▒▒▒▒▒▒▒▒▒▒▒▒▒▒▒▒▒▒▒▒▒▒▒▒▒▒▒▒▒▒▒▒▒▒▒▒▒▒▒▒▒▒▒▒▒▒▒▒▒▒▒▒▒▒▒▒▒▒▒▒▒▒▒▒▒▒▒▒▒▒▒▒▒▒▒▒▒▒▒▒▒▒▒▒▒▒▒▒▒▒▒▒▒▒▒▒▒▒▒▒▒▒▒▒▒▒▒▒▒▒▒▒▒▒▒▒▒▒▒▒▒▒▒▒▒▒▒▒▒▒▒▒▒▒▒▒▒▒▒▒▒▒▒▒▒▒▒▒▒▒▒▒▒▒▒▒▒▒▒▒▒▒▒▒▒▒▒▒ [341, 509, 440, 544]
notice-divider [20, 1081, 120, 1082]
notice-block [128, 115, 228, 150]
notice-body: ▒▒▒▒▒▒▒▒▒▒▒▒▒▒▒▒▒▒▒▒▒▒▒▒▒▒▒▒▒▒▒▒▒▒▒▒▒▒▒▒▒▒▒▒▒▒▒▒▒▒▒▒▒▒▒▒▒▒▒▒▒▒▒▒▒▒▒▒▒▒▒▒▒▒▒▒▒▒▒▒▒▒▒▒▒▒▒▒▒▒▒▒▒▒▒▒▒▒▒▒▒▒▒▒▒▒▒▒▒▒▒▒▒▒▒▒▒▒▒▒▒ [341, 1400, 440, 1420]
notice-court-signature: ▒▒▒▒▒▒▒▒ [310, 739, 335, 744]
notice-block [128, 1211, 228, 1251]
notice-body: ▒▒▒▒▒▒▒▒▒▒▒▒▒▒▒▒▒▒▒▒▒▒▒▒▒▒▒▒▒▒▒▒▒▒▒▒▒▒▒▒▒▒▒▒▒▒▒▒▒▒▒▒▒▒▒▒▒▒▒▒▒▒▒▒▒▒▒▒▒▒▒▒▒▒▒▒▒▒▒▒▒▒▒▒▒▒▒▒▒▒▒▒▒▒▒▒▒▒▒▒▒▒▒ [20, 1330, 119, 1350]
notice-court-signature: ▒▒▒▒▒▒▒▒▒▒▒ [194, 914, 228, 919]
notice-block [341, 1072, 441, 1102]
notice-divider [20, 1327, 120, 1328]
notice-block [235, 227, 335, 272]
notice-party: ▒▒▒▒▒ [235, 314, 251, 319]
notice-block [20, 1265, 120, 1295]
notice-block [235, 1281, 335, 1306]
notice-block [341, 115, 441, 140]
notice-body: ▒▒▒▒▒▒▒▒▒▒▒▒▒▒▒▒▒▒▒▒▒▒▒▒▒▒▒▒▒▒▒▒▒▒▒▒▒▒▒▒▒▒▒▒▒▒▒▒▒▒▒▒▒▒▒▒▒▒▒▒▒▒▒▒▒▒▒▒▒▒▒▒▒▒▒▒▒▒▒▒▒▒▒▒▒▒▒▒▒▒▒▒▒▒▒▒▒▒▒▒▒▒▒▒▒▒▒▒▒▒▒▒▒▒▒▒▒▒▒▒▒▒▒▒▒▒▒▒▒▒▒▒▒▒▒▒▒▒▒▒▒▒▒▒▒▒▒▒▒▒▒▒▒▒▒▒▒▒▒▒▒▒▒▒▒▒▒▒▒▒▒▒▒▒▒▒▒▒▒▒▒▒▒▒▒▒▒▒▒▒▒▒▒▒▒▒▒▒▒▒▒▒▒▒▒▒▒▒▒▒▒▒▒▒▒ [341, 1286, 440, 1321]
notice-divider [128, 826, 228, 827]
notice-divider [128, 152, 228, 153]
notice-party: ▒▒▒▒▒ [341, 693, 357, 698]
notice-body: ▒▒▒▒▒▒▒▒▒▒▒▒▒▒▒▒▒▒▒▒▒▒▒▒▒▒▒▒▒▒▒▒▒▒▒▒▒▒▒▒▒▒▒▒▒▒▒▒▒▒▒▒▒▒▒▒▒▒▒▒▒▒▒▒▒▒▒▒▒▒▒▒▒▒▒▒▒▒▒▒▒▒▒▒▒▒▒▒▒▒▒▒▒▒▒▒▒▒▒▒▒▒▒▒▒▒▒▒▒▒▒▒▒▒▒▒▒▒▒▒▒▒▒▒▒▒▒▒▒▒▒▒▒▒▒▒▒▒▒▒▒▒▒▒▒▒▒▒▒▒▒▒▒▒▒▒▒▒▒▒▒▒▒▒▒▒▒▒▒▒▒▒▒▒▒▒▒▒▒▒▒▒▒▒▒▒▒▒▒▒▒▒▒▒▒▒▒▒▒▒▒▒▒▒▒▒▒▒▒▒▒▒▒▒▒▒▒▒▒▒▒▒▒▒▒▒▒▒▒▒▒▒▒▒▒▒▒▒▒▒▒▒▒▒▒▒▒ [128, 1357, 227, 1397]
notice-block [128, 1119, 228, 1159]
notice-court-signature: ▒▒▒▒▒▒▒▒▒▒ [304, 558, 335, 563]
notice-divider [235, 274, 335, 275]
notice-party: ▒▒▒▒ [341, 509, 354, 514]
notice-court-signature: ▒▒▒▒▒▒▒▒▒▒ [410, 1065, 441, 1070]
notice-party: ▒▒▒▒▒ [341, 1104, 357, 1109]
notice-body: ▒▒▒▒▒▒▒▒▒▒▒▒▒▒▒▒▒▒▒▒▒▒▒▒▒▒▒▒▒▒▒▒▒▒▒▒▒▒▒▒▒▒▒▒▒▒▒▒▒▒▒▒▒▒▒▒▒▒▒▒▒▒▒▒▒▒▒▒▒▒▒▒▒▒▒▒▒▒▒▒▒▒▒▒▒▒▒▒▒▒▒▒▒▒▒▒▒▒▒▒▒▒▒▒▒▒▒▒▒▒▒▒▒▒▒▒▒▒▒▒▒▒▒▒▒▒▒▒▒▒▒▒▒▒▒▒▒ [235, 115, 334, 140]
notice-body: ▒▒▒▒▒▒▒▒▒▒▒▒▒▒▒▒▒▒▒▒▒▒▒▒▒▒▒▒▒▒▒▒▒▒▒▒▒▒▒▒▒▒▒▒▒▒▒▒▒▒▒▒▒▒▒▒▒▒▒▒▒▒▒▒▒▒▒▒▒▒▒▒▒▒▒▒▒▒▒▒▒▒▒▒▒▒▒▒▒▒▒▒▒▒▒▒▒▒▒▒▒▒▒▒▒▒▒▒▒▒▒▒▒▒▒▒▒▒▒▒▒▒▒▒▒▒▒▒▒▒▒▒▒▒▒▒▒▒▒▒▒▒▒▒▒▒▒▒▒▒▒▒▒▒▒▒▒▒▒▒▒▒ [235, 927, 334, 957]
notice-body: ▒▒▒▒▒▒▒▒▒▒▒▒▒▒▒▒▒▒▒▒▒▒▒▒▒▒▒▒▒▒▒▒▒▒▒▒▒▒▒▒▒▒▒▒▒▒▒▒▒▒▒▒▒▒▒▒▒▒▒▒▒▒▒▒▒▒▒▒▒▒▒▒▒▒▒▒▒▒▒▒▒▒▒▒▒▒▒▒▒▒▒▒▒▒▒▒▒▒▒▒▒▒▒▒▒▒▒▒▒▒▒▒▒▒▒▒▒▒▒▒▒▒▒▒▒▒▒▒▒▒▒▒▒▒▒▒▒▒▒▒▒▒▒▒▒▒▒▒▒▒▒▒▒▒▒▒▒▒▒▒▒▒▒▒▒▒▒▒▒▒▒▒▒▒▒▒▒▒▒▒▒▒▒▒▒▒▒▒▒▒▒▒▒▒▒▒▒▒▒▒▒▒▒▒▒▒▒▒▒▒▒▒▒▒▒▒▒▒▒▒▒ [235, 491, 334, 531]
notice-block [235, 1246, 335, 1276]
notice-court-signature: ▒▒▒▒▒▒▒▒▒▒ [197, 458, 228, 463]
notice-court-signature: ▒▒▒▒▒▒▒▒ [203, 1397, 228, 1402]
notice-party: ▒▒▒▒▒ [341, 938, 357, 943]
notice-court-signature: ▒▒▒▒▒▒▒▒▒▒▒ [86, 842, 120, 847]
notice-party: ▒▒▒ [20, 1084, 30, 1089]
notice-court-signature: ▒▒▒▒▒▒▒▒▒▒▒ [194, 500, 228, 505]
notice-court-signature: ▒▒▒▒▒▒▒▒▒▒▒ [407, 256, 441, 261]
notice-court-signature: ▒▒▒▒▒▒▒▒▒▒▒ [407, 182, 441, 187]
notice-party: ▒▒▒ [20, 876, 30, 881]
notice-court-signature: ▒▒▒▒▒▒▒▒ [203, 819, 228, 824]
notice-body: ▒▒▒▒▒▒▒▒▒▒▒▒▒▒▒▒▒▒▒▒▒▒▒▒▒▒▒▒▒▒▒▒▒▒▒▒▒▒▒▒▒▒▒▒▒▒▒▒▒▒▒▒▒▒▒▒▒▒▒▒▒▒▒▒▒▒▒▒▒▒▒▒▒▒▒▒▒▒▒▒▒▒▒▒▒▒▒▒▒▒▒▒▒▒▒ [20, 1158, 119, 1178]
column-banner: 人民法院公告 [127, 98, 229, 114]
notice-party: ▒▒▒▒ [235, 1167, 248, 1172]
notice-divider [20, 435, 120, 436]
notice-party: ▒▒▒▒ [128, 1404, 141, 1409]
notice-block [235, 1214, 335, 1244]
notice-body: ▒▒▒▒▒▒▒▒▒▒▒▒▒▒▒▒▒▒▒▒▒▒▒▒▒▒▒▒▒▒▒▒▒▒▒▒▒▒▒▒▒▒▒▒▒▒▒▒▒▒▒▒▒▒▒▒▒▒▒▒▒▒▒▒▒▒▒▒▒▒▒▒▒▒▒▒▒▒▒▒▒▒▒▒▒▒▒▒▒▒▒▒▒▒▒▒▒▒▒▒▒▒▒▒▒▒▒▒▒▒▒▒▒▒▒▒▒▒▒▒▒▒▒▒▒▒▒▒▒▒▒▒▒▒▒▒▒▒▒▒▒▒▒▒▒▒▒▒▒▒▒▒▒▒▒▒▒▒ [128, 115, 227, 145]
notice-block [341, 767, 441, 807]
notice-block [20, 224, 120, 249]
notice-body: ▒▒▒▒▒▒▒▒▒▒▒▒▒▒▒▒▒▒▒▒▒▒▒▒▒▒▒▒▒▒▒▒▒▒▒▒▒▒▒▒▒▒▒▒▒▒▒▒▒▒▒▒▒▒▒▒▒▒▒▒▒▒▒▒▒▒▒▒▒▒▒▒▒▒▒▒▒▒▒▒▒▒▒▒▒▒▒▒▒▒▒▒▒▒▒▒▒▒▒▒▒▒▒▒▒▒▒▒▒▒▒▒▒▒▒▒▒▒▒▒▒▒▒▒▒▒▒▒▒▒▒▒▒▒▒▒▒▒▒▒▒▒▒▒▒▒▒▒▒▒▒▒▒▒▒▒▒▒▒▒▒▒▒▒▒▒▒▒▒▒▒▒▒▒▒▒▒▒▒▒▒▒▒▒▒▒▒▒▒▒▒▒▒▒▒▒▒▒▒▒▒▒▒▒▒▒▒▒▒▒▒▒▒▒▒▒▒▒▒▒▒▒▒▒ [20, 678, 119, 718]
column-headers [0, 64, 450, 94]
notice-block [235, 538, 335, 563]
notice-body: ▒▒▒▒▒▒▒▒▒▒▒▒▒▒▒▒▒▒▒▒▒▒▒▒▒▒▒▒▒▒▒▒▒▒▒▒▒▒▒▒▒▒▒▒▒▒▒▒▒▒▒▒▒▒▒▒▒▒▒▒▒▒▒▒▒▒▒▒▒▒▒▒▒▒▒▒▒▒▒▒▒▒▒▒▒▒▒▒▒▒▒▒▒▒▒▒▒▒▒▒▒▒▒▒▒▒▒▒▒▒▒▒▒▒▒▒▒▒▒▒▒▒▒▒▒▒▒▒▒▒▒▒▒▒▒▒▒▒▒▒▒▒▒▒▒▒▒▒▒▒▒▒▒▒▒▒▒▒▒▒▒▒▒▒▒▒▒▒▒▒▒▒▒▒▒▒▒▒▒▒▒▒▒▒▒▒▒▒▒▒▒▒▒▒▒▒▒▒▒▒▒▒▒ [341, 1104, 440, 1139]
notice-block [235, 818, 335, 838]
notice-block [341, 601, 441, 636]
notice-body: ▒▒▒▒▒▒▒▒▒▒▒▒▒▒▒▒▒▒▒▒▒▒▒▒▒▒▒▒▒▒▒▒▒▒▒▒▒▒▒▒▒▒▒▒▒▒▒▒▒▒▒▒▒▒▒▒▒▒▒▒▒▒▒▒▒▒▒▒▒▒▒▒▒▒▒▒▒▒▒▒▒▒▒▒▒▒▒▒▒▒▒▒▒▒▒▒▒▒▒▒▒▒▒▒▒▒▒▒▒▒▒▒▒▒▒▒▒▒▒▒▒▒▒▒▒▒▒▒▒▒▒▒▒▒▒▒▒▒▒▒▒▒▒▒▒▒▒▒▒▒▒▒▒▒▒▒▒▒▒▒▒▒▒▒▒▒▒▒▒▒▒▒▒▒▒▒▒▒▒▒▒▒▒▒▒▒▒▒▒▒▒▒▒▒▒▒▒▒▒▒▒▒▒▒▒▒▒▒▒▒▒▒▒▒▒▒▒▒▒▒▒▒▒▒▒▒▒▒▒▒▒▒▒▒▒▒▒▒▒▒▒▒ [235, 227, 334, 267]
notice-body: ▒▒▒▒▒▒▒▒▒▒▒▒▒▒▒▒▒▒▒▒▒▒▒▒▒▒▒▒▒▒▒▒▒▒▒▒▒▒▒▒▒▒▒▒▒▒▒▒▒▒▒▒▒▒▒▒▒▒▒▒▒▒▒▒▒▒▒▒▒▒▒▒▒▒▒▒▒▒▒▒▒▒▒▒▒▒▒▒▒▒▒▒▒▒▒▒▒▒▒▒▒▒▒▒▒▒▒▒▒▒▒▒▒▒▒▒▒ [341, 306, 440, 326]
notice-body: ▒▒▒▒▒▒▒▒▒▒▒▒▒▒▒▒▒▒▒▒▒▒▒▒▒▒▒▒▒▒▒▒▒▒▒▒▒▒▒▒▒▒▒▒▒▒▒▒▒▒▒▒▒▒▒▒▒▒▒▒▒▒▒▒▒▒▒▒▒▒▒▒▒▒▒▒▒▒▒▒▒▒▒▒▒▒▒▒▒▒▒▒▒▒▒▒▒▒▒▒▒▒▒▒▒▒▒▒▒▒▒▒▒▒▒▒▒▒▒▒▒▒▒▒▒▒▒▒▒▒▒▒▒▒▒▒▒▒▒▒▒▒▒▒▒▒▒▒▒▒▒▒▒▒▒ [20, 192, 119, 217]
notice-block [20, 348, 120, 383]
notice-court-signature: ▒▒▒▒▒▒▒▒▒▒ [89, 1350, 120, 1355]
notice-block [20, 308, 120, 343]
notice-block [128, 1283, 228, 1323]
notice-divider [341, 690, 441, 691]
notice-body: ▒▒▒▒▒▒▒▒▒▒▒▒▒▒▒▒▒▒▒▒▒▒▒▒▒▒▒▒▒▒▒▒▒▒▒▒▒▒▒▒▒▒▒▒▒▒▒▒▒▒▒▒▒▒▒▒▒▒▒▒▒▒▒▒▒▒▒▒▒▒▒▒▒▒▒▒▒▒▒▒▒▒▒▒▒▒▒▒▒▒▒▒▒▒▒▒▒▒▒▒▒▒▒▒▒▒▒▒▒▒▒▒▒▒▒▒▒▒▒▒▒▒▒▒▒▒▒▒▒▒▒▒▒▒▒▒▒▒▒▒▒▒▒▒▒▒▒▒▒▒▒▒▒▒▒▒▒▒▒▒▒▒▒▒▒▒▒▒▒▒▒▒▒▒▒▒▒▒▒▒▒▒▒▒▒▒▒▒▒▒▒▒▒▒▒▒▒▒▒▒▒▒▒▒▒▒▒▒▒▒▒▒▒▒▒▒▒▒▒▒▒▒▒▒▒▒▒▒▒▒▒ [341, 1149, 440, 1189]
notice-block [235, 746, 335, 771]
notice-divider [235, 446, 335, 447]
notice-party: ▒▒▒▒▒ [341, 333, 357, 338]
notice-court-signature: ▒▒▒▒▒▒▒▒ [310, 920, 335, 925]
notice-court-signature: ▒▒▒▒▒▒▒▒▒▒▒▒ [83, 1074, 120, 1079]
notice-body: ▒▒▒▒▒▒▒▒▒▒▒▒▒▒▒▒▒▒▒▒▒▒▒▒▒▒▒▒▒▒▒▒▒▒▒▒▒▒▒▒▒▒▒▒▒▒▒▒▒▒▒▒▒▒▒▒▒▒▒▒▒▒▒▒▒▒▒▒▒▒▒▒▒▒▒▒▒▒▒▒▒▒▒▒▒▒▒▒▒▒▒▒▒▒▒▒▒▒▒▒▒▒▒▒▒▒▒▒▒▒▒▒▒▒▒▒▒▒▒▒▒▒▒▒▒▒▒▒▒▒▒▒▒▒▒▒▒▒▒▒▒▒ [20, 438, 119, 463]
notice-court-signature: ▒▒▒▒▒▒▒▒▒▒▒ [86, 639, 120, 644]
notice-party: ▒▒▒▒ [128, 381, 141, 386]
notice-court-signature: ▒▒▒▒▒▒▒▒ [310, 1380, 335, 1385]
notice-court-signature: ▒▒▒▒▒▒▒▒▒▒▒ [86, 378, 120, 383]
notice-body: ▒▒▒▒▒▒▒▒▒▒▒▒▒▒▒▒▒▒▒▒▒▒▒▒▒▒▒▒▒▒▒▒▒▒▒▒▒▒▒▒▒▒▒▒▒▒▒▒▒▒▒▒▒▒▒▒▒▒▒▒▒▒▒▒▒▒▒▒▒▒▒▒▒▒▒▒▒▒▒▒▒▒▒▒▒▒▒▒▒▒▒▒▒▒▒▒▒▒▒▒▒▒▒▒▒▒▒▒▒▒▒▒▒▒▒▒▒▒▒▒▒▒▒▒▒▒▒▒▒▒▒▒▒▒▒▒▒▒▒▒▒▒▒▒▒▒▒▒▒▒▒▒▒▒▒▒▒▒▒▒▒▒▒▒▒▒▒▒▒▒▒▒▒▒▒▒▒▒▒▒▒▒▒▒▒▒▒▒▒▒▒▒▒▒▒▒▒▒▒▒▒▒▒▒▒▒▒▒▒▒▒▒▒▒▒▒▒▒▒▒▒▒▒▒▒▒▒▒▒▒▒ [235, 399, 334, 439]
notice-court-signature: ▒▒▒▒▒▒▒▒▒ [200, 374, 228, 379]
notice-party: ▒▒▒▒▒ [341, 1072, 357, 1077]
notice-block [341, 1149, 441, 1194]
notice-block [341, 735, 441, 765]
notice-court-signature: ▒▒▒▒▒▒▒▒▒▒ [89, 428, 120, 433]
notice-divider [235, 174, 335, 175]
notice-block [128, 155, 228, 185]
notice-court-signature: ▒▒▒▒▒▒▒▒▒▒▒ [301, 1239, 335, 1244]
notice-court-signature: ▒▒▒▒▒▒▒▒▒ [413, 653, 441, 658]
notice-body: ▒▒▒▒▒▒▒▒▒▒▒▒▒▒▒▒▒▒▒▒▒▒▒▒▒▒▒▒▒▒▒▒▒▒▒▒▒▒▒▒▒▒▒▒▒▒▒▒▒▒▒▒▒▒▒▒▒▒▒▒▒▒▒▒▒▒▒▒▒▒▒▒▒▒▒▒▒▒▒▒▒▒▒▒▒▒▒▒▒▒▒▒▒▒▒▒▒▒▒▒▒▒▒▒▒▒▒▒▒▒▒▒▒▒▒▒▒▒▒▒▒▒▒▒▒▒▒▒▒▒▒▒▒▒▒▒▒▒▒▒▒▒▒▒▒▒▒▒▒▒▒▒▒▒▒▒▒▒▒▒▒▒▒▒▒▒▒▒ [235, 1387, 334, 1417]
notice-party: ▒▒▒▒ [20, 470, 33, 475]
notice-party: ▒▒▒▒ [341, 859, 354, 864]
notice-body: ▒▒▒▒▒▒▒▒▒▒▒▒▒▒▒▒▒▒▒▒▒▒▒▒▒▒▒▒▒▒▒▒▒▒▒▒▒▒▒▒▒▒▒▒▒▒▒▒▒▒▒▒▒▒▒▒▒▒▒▒▒▒▒▒▒▒▒▒▒▒▒▒▒▒▒▒▒▒▒▒▒▒▒▒▒▒▒▒▒▒▒▒▒▒▒▒▒▒▒▒▒▒▒▒▒▒▒▒▒▒▒▒▒▒▒▒▒▒▒▒▒▒▒▒▒▒▒ [20, 725, 119, 750]
notice-divider [341, 598, 441, 599]
notice-party: ▒▒▒▒ [128, 428, 141, 433]
notice-court-signature: ▒▒▒▒▒▒▒▒ [310, 307, 335, 312]
notice-court-signature: ▒▒▒▒▒▒▒▒▒ [200, 869, 228, 874]
notice-block [20, 1158, 120, 1183]
notice-divider [235, 396, 335, 397]
notice-body: ▒▒▒▒▒▒▒▒▒▒▒▒▒▒▒▒▒▒▒▒▒▒▒▒▒▒▒▒▒▒▒▒▒▒▒▒▒▒▒▒▒▒▒▒▒▒▒▒▒▒▒▒▒▒▒▒▒▒▒▒▒▒▒▒▒▒▒▒▒▒▒▒▒▒▒▒▒▒▒▒▒▒▒▒▒▒▒▒▒▒▒▒▒▒▒▒▒▒▒▒▒▒▒▒▒▒▒▒▒▒▒▒▒▒▒▒▒▒▒▒▒▒▒▒▒▒▒▒▒▒▒▒▒▒▒▒▒▒▒▒▒▒▒▒▒▒▒▒▒▒▒▒▒ [235, 565, 334, 590]
notice-body: ▒▒▒▒▒▒▒▒▒▒▒▒▒▒▒▒▒▒▒▒▒▒▒▒▒▒▒▒▒▒▒▒▒▒▒▒▒▒▒▒▒▒▒▒▒▒▒▒▒▒▒▒▒▒▒▒▒▒▒▒▒▒▒▒▒▒▒▒▒▒▒▒▒▒▒▒▒▒▒▒▒▒▒▒▒▒▒▒▒▒▒▒▒▒▒▒▒▒▒▒▒▒▒▒▒▒▒▒▒▒▒▒▒▒ [20, 1084, 119, 1104]
notice-fill-text [19, 114, 121, 1358]
notice-party: ▒▒▒ [235, 277, 245, 282]
notice-court-signature: ▒▒▒▒▒▒▒▒▒▒▒ [86, 577, 120, 582]
notice-court-signature: ▒▒▒▒▒▒▒▒▒ [307, 833, 335, 838]
notice-party: ▒▒▒ [341, 735, 351, 740]
notice-court-signature: ▒▒▒▒▒▒▒▒▒▒▒ [194, 322, 228, 327]
notice-party: ▒▒▒▒ [235, 890, 248, 895]
notice-court-signature: ▒▒▒▒▒▒▒▒▒▒ [197, 666, 228, 671]
